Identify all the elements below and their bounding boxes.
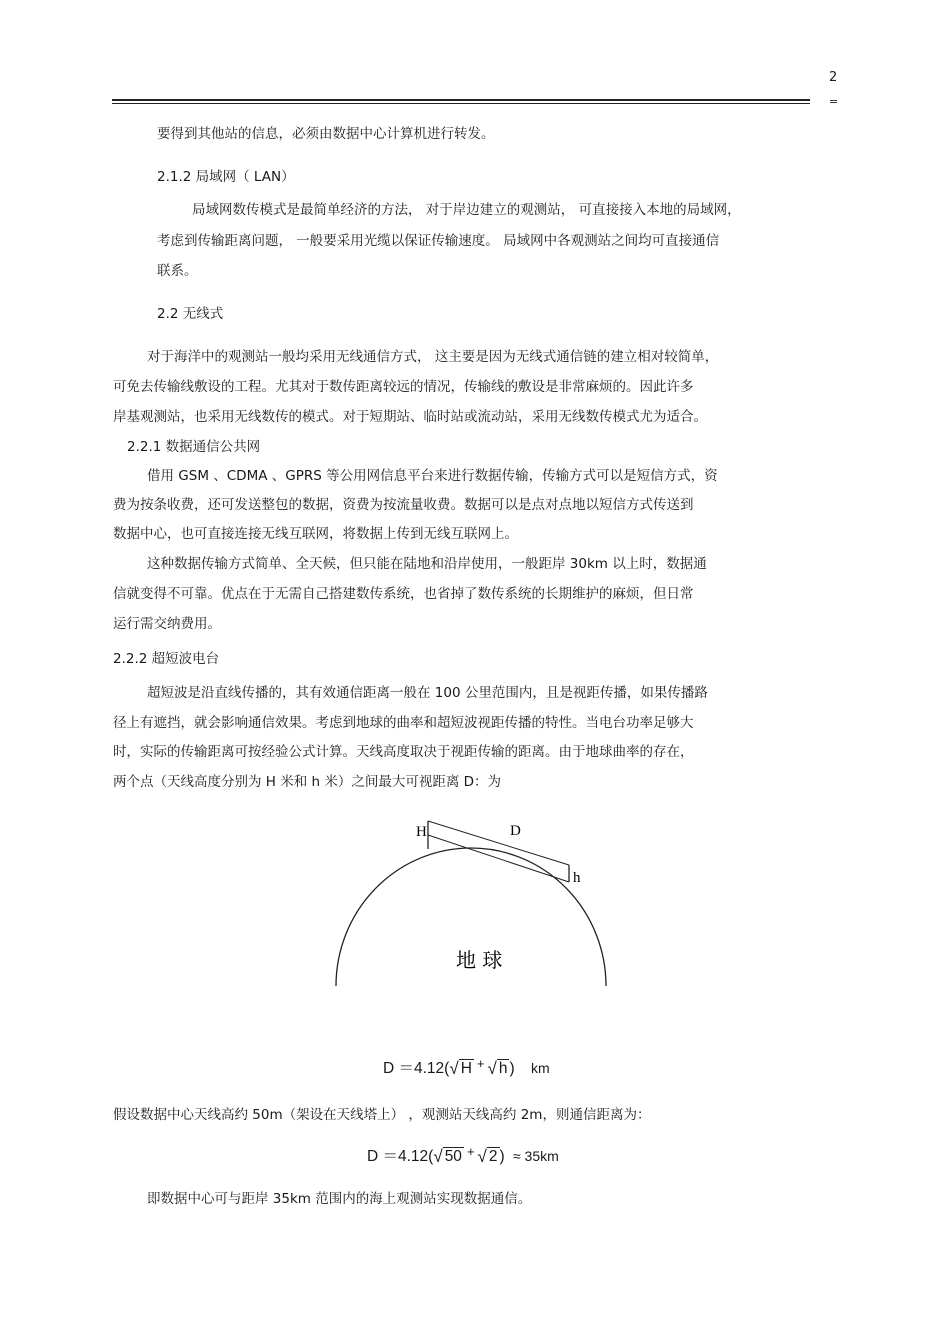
radicand-H: H xyxy=(460,1060,472,1077)
label-H: H xyxy=(416,824,427,840)
sqrt-2: √ 2 xyxy=(477,1147,498,1166)
heading-2-2-1: 2.2.1 数据通信公共网 xyxy=(127,439,261,455)
text-line: 局域网数传模式是最简单经济的方法， 对于岸边建立的观测站， 可直接接入本地的局域网， xyxy=(192,202,741,218)
text-line: 这种数据传输方式简单、全天候，但只能在陆地和沿岸使用，一般距岸 30km 以上时，数据通 xyxy=(147,556,707,572)
plus-sign: + xyxy=(466,1144,475,1159)
text-line: 运行需交纳费用。 xyxy=(113,616,221,632)
text-line: 时，实际的传输距离可按经验公式计算。天线高度取决于视距传输的距离。由于地球曲率的存在， xyxy=(113,744,694,760)
sqrt-50: √ 50 xyxy=(433,1147,462,1166)
sqrt-h: √ h xyxy=(487,1059,508,1078)
formula-example xyxy=(367,1144,559,1166)
text-line: 信就变得不可靠。优点在于无需自己搭建数传系统，也省掉了数传系统的长期维护的麻烦，但日常 xyxy=(113,586,694,602)
heading-2-2-2: 2.2.2 超短波电台 xyxy=(113,651,220,667)
page-number: 2 xyxy=(829,70,838,85)
radicand-50: 50 xyxy=(444,1148,462,1165)
sqrt-H: √ H xyxy=(449,1059,472,1078)
heading-2-1-2: 2.1.2 局域网（ LAN） xyxy=(157,169,295,185)
radicand-h: h xyxy=(498,1060,508,1077)
formula-close: ) xyxy=(509,1060,515,1077)
radicand-2: 2 xyxy=(488,1148,498,1165)
text-line: 费为按条收费，还可发送整包的数据，资费为按流量收费。数据可以是点对点地以短信方式传送到 xyxy=(113,497,694,513)
formula-lhs: D ＝4.12( xyxy=(367,1148,434,1165)
heading-2-2: 2.2 无线式 xyxy=(157,306,224,322)
text-line: 考虑到传输距离问题， 一般要采用光缆以保证传输速度。 局域网中各观测站之间均可直接通信 xyxy=(157,233,720,249)
header-marker: = xyxy=(829,95,839,108)
text-line: 对于海洋中的观测站一般均采用无线通信方式， 这主要是因为无线式通信链的建立相对较简单， xyxy=(147,349,719,365)
text-line: 岸基观测站，也采用无线数传的模式。对于短期站、临时站或流动站，采用无线数传模式尤为适合。 xyxy=(113,409,707,425)
text-line: 两个点（天线高度分别为 H 米和 h 米）之间最大可视距离 D：为 xyxy=(113,774,502,790)
label-D: D xyxy=(510,823,521,839)
earth-curvature-diagram xyxy=(320,805,630,1000)
formula-lhs: D ＝4.12( xyxy=(383,1060,450,1077)
text-line: 即数据中心可与距岸 35km 范围内的海上观测站实现数据通信。 xyxy=(147,1191,532,1207)
formula-distance xyxy=(383,1056,550,1078)
text-line: 径上有遮挡，就会影响通信效果。考虑到地球的曲率和超短波视距传播的特性。当电台功率足够大 xyxy=(113,715,694,731)
text-line: 可免去传输线敷设的工程。尤其对于数传距离较远的情况，传输线的敷设是非常麻烦的。因此许多 xyxy=(113,379,694,395)
formula-close: ) xyxy=(499,1148,505,1165)
formula-result: ≈ 35km xyxy=(512,1148,559,1164)
text-line: 假设数据中心天线高约 50m（架设在天线塔上） ，观测站天线高约 2m，则通信距离为： xyxy=(113,1107,651,1123)
header-rule-thick xyxy=(112,99,810,101)
text-line: 借用 GSM 、CDMA 、GPRS 等公用网信息平台来进行数据传输，传输方式可以是短信方式，资 xyxy=(147,468,718,484)
text-line: 要得到其他站的信息，必须由数据中心计算机进行转发。 xyxy=(157,126,495,142)
text-line: 联系。 xyxy=(157,263,198,279)
formula-unit: km xyxy=(530,1060,550,1076)
plus-sign: + xyxy=(476,1056,485,1071)
text-line: 数据中心，也可直接连接无线互联网，将数据上传到无线互联网上。 xyxy=(113,526,518,542)
label-h: h xyxy=(573,870,581,886)
text-line: 超短波是沿直线传播的，其有效通信距离一般在 100 公里范围内，且是视距传播，如果传播路 xyxy=(147,685,708,701)
header-rule-thin xyxy=(112,103,810,104)
label-earth: 地 球 xyxy=(456,948,503,972)
